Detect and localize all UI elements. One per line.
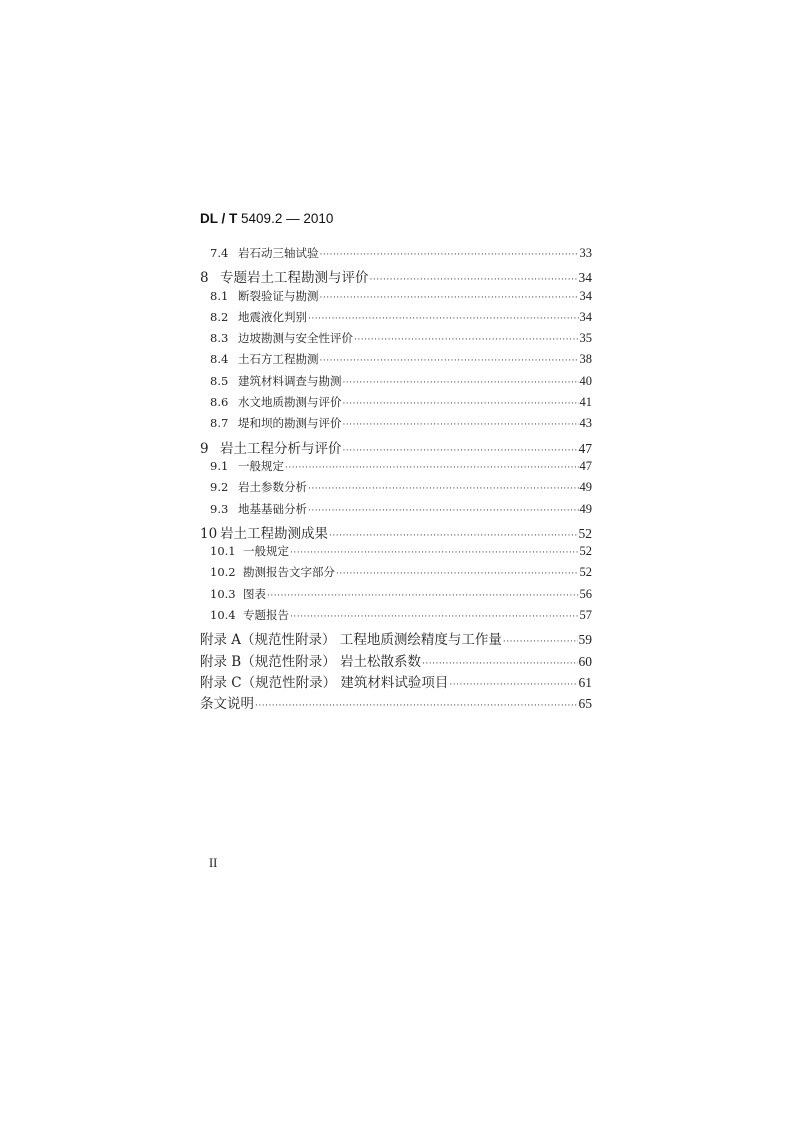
toc-entry-title: 一般规定 [243, 544, 289, 559]
toc-entry[interactable] [200, 501, 592, 522]
toc-entry-title: 岩土参数分析 [238, 480, 307, 495]
toc-entry-title: 图表 [243, 586, 266, 601]
toc-entry[interactable] [200, 373, 592, 394]
toc-entry[interactable] [200, 543, 592, 564]
toc-entry-title: 堤和坝的勘测与评价 [238, 416, 342, 431]
toc-entry-page: 47 [579, 458, 592, 473]
toc-entry-page: 33 [579, 246, 592, 260]
toc-entry-title: 一般规定 [238, 458, 284, 473]
toc-leader-dots [422, 659, 577, 669]
toc-entry-number: 8.3 [210, 331, 229, 346]
toc-entry-title: 岩石动三轴试验 [238, 246, 319, 260]
toc-entry-title: 边坡勘测与安全性评价 [238, 331, 353, 346]
toc-entry-number: 8.2 [210, 309, 229, 324]
toc-entry-number: 10.2 [210, 565, 236, 580]
toc-entry[interactable] [200, 394, 592, 415]
toc-leader-dots [370, 275, 578, 285]
toc-entry-page: 57 [579, 608, 592, 623]
toc-entry-page: 38 [579, 352, 592, 367]
toc-entry-page: 34 [579, 288, 592, 303]
toc-entry-title: 附录 B（规范性附录） 岩土松散系数 [200, 653, 422, 670]
toc-entry-title: 水文地质勘测与评价 [238, 395, 342, 410]
toc-entry-number: 10.4 [210, 608, 236, 623]
toc-entry-number: 8 [200, 270, 209, 287]
toc-entry-number: 8.1 [210, 288, 229, 303]
toc-entry-title: 专题报告 [243, 608, 289, 623]
toc-leader-dots [320, 250, 579, 260]
toc-leader-dots [290, 612, 579, 622]
toc-leader-dots [336, 569, 579, 579]
toc-entry[interactable] [200, 692, 592, 713]
toc-leader-dots [503, 637, 578, 647]
toc-entry-title: 土石方工程勘测 [238, 352, 319, 367]
toc-entry-page: 61 [578, 674, 592, 690]
toc-entry-page: 34 [578, 270, 592, 286]
toc-entry-page: 40 [579, 373, 592, 388]
toc-entry-page: 59 [578, 632, 592, 648]
toc-entry-page: 65 [578, 696, 592, 712]
document-header [200, 211, 333, 226]
toc-entry-number: 10.1 [210, 544, 236, 559]
toc-entry-number: 7.4 [210, 246, 229, 260]
toc-entry-title: 建筑材料调查与勘测 [238, 373, 342, 388]
toc-entry-number: 8.4 [210, 352, 229, 367]
toc-entry-page: 56 [579, 586, 592, 601]
toc-leader-dots [255, 701, 578, 711]
toc-leader-dots [308, 314, 579, 324]
toc-leader-dots [285, 463, 579, 473]
toc-entry[interactable] [200, 437, 592, 458]
toc-entry[interactable] [200, 564, 592, 585]
standard-number: 5409.2 [241, 211, 283, 226]
toc-leader-dots [320, 356, 579, 366]
toc-entry-title: 断裂验证与勘测 [238, 288, 319, 303]
toc-entry[interactable] [200, 522, 592, 543]
toc-entry-title: 地震液化判别 [238, 309, 307, 324]
toc-entry-page: 41 [579, 395, 592, 410]
toc-entry-number: 8.7 [210, 416, 229, 431]
toc-entry-title: 岩土工程分析与评价 [220, 440, 342, 457]
toc-leader-dots [343, 399, 579, 409]
toc-entry[interactable] [200, 266, 592, 287]
toc-entry-title: 勘测报告文字部分 [243, 565, 335, 580]
toc-entry[interactable] [200, 458, 592, 479]
toc-entry-title: 附录 A（规范性附录） 工程地质测绘精度与工作量 [200, 632, 502, 649]
toc-entry[interactable] [200, 330, 592, 351]
toc-entry[interactable] [200, 650, 592, 671]
toc-leader-dots [290, 548, 579, 558]
toc-entry[interactable] [200, 309, 592, 330]
toc-entry[interactable] [200, 628, 592, 649]
toc-entry-page: 52 [579, 565, 592, 580]
toc-leader-dots [343, 420, 579, 430]
toc-leader-dots [343, 446, 578, 456]
toc-leader-dots [320, 293, 579, 303]
toc-leader-dots [449, 680, 577, 690]
toc-entry[interactable] [200, 479, 592, 500]
toc-entry-number: 9.2 [210, 480, 229, 495]
toc-entry-number: 10.3 [210, 586, 236, 601]
toc-entry-page: 47 [578, 440, 592, 456]
toc-entry-page: 52 [579, 544, 592, 559]
toc-entry[interactable] [200, 586, 592, 607]
toc-entry-page: 49 [579, 480, 592, 495]
standard-code: DL / T [200, 211, 238, 226]
toc-entry-page: 49 [579, 501, 592, 516]
toc-entry-page: 43 [579, 416, 592, 431]
toc-entry-page: 34 [579, 309, 592, 324]
toc-entry-number: 9.3 [210, 501, 229, 516]
toc-entry-title: 附录 C（规范性附录） 建筑材料试验项目 [200, 674, 449, 691]
table-of-contents [200, 245, 592, 714]
toc-entry-number: 9 [200, 440, 209, 457]
toc-entry[interactable] [200, 245, 592, 266]
toc-leader-dots [354, 335, 579, 345]
toc-entry-number: 8.5 [210, 373, 229, 388]
page-number: II [209, 856, 218, 870]
toc-entry-title: 专题岩土工程勘测与评价 [220, 270, 369, 287]
standard-dash: — [286, 211, 300, 226]
toc-entry-page: 35 [579, 331, 592, 346]
toc-leader-dots [343, 378, 579, 388]
toc-entry[interactable] [200, 415, 592, 436]
toc-entry-number: 9.1 [210, 458, 229, 473]
toc-entry-title: 地基基础分析 [238, 501, 307, 516]
toc-entry-page: 52 [578, 525, 592, 541]
toc-entry-title: 岩土工程勘测成果 [220, 525, 328, 542]
toc-leader-dots [308, 484, 579, 494]
toc-entry-title: 条文说明 [200, 696, 254, 713]
standard-year: 2010 [303, 211, 334, 226]
toc-leader-dots [308, 506, 579, 516]
toc-entry[interactable] [200, 671, 592, 692]
toc-entry-number: 10 [200, 525, 218, 542]
toc-entry[interactable] [200, 351, 592, 372]
toc-leader-dots [329, 531, 578, 541]
toc-entry[interactable] [200, 288, 592, 309]
toc-entry-number: 8.6 [210, 395, 229, 410]
toc-leader-dots [267, 591, 579, 601]
toc-entry-page: 60 [578, 653, 592, 669]
toc-entry[interactable] [200, 607, 592, 628]
